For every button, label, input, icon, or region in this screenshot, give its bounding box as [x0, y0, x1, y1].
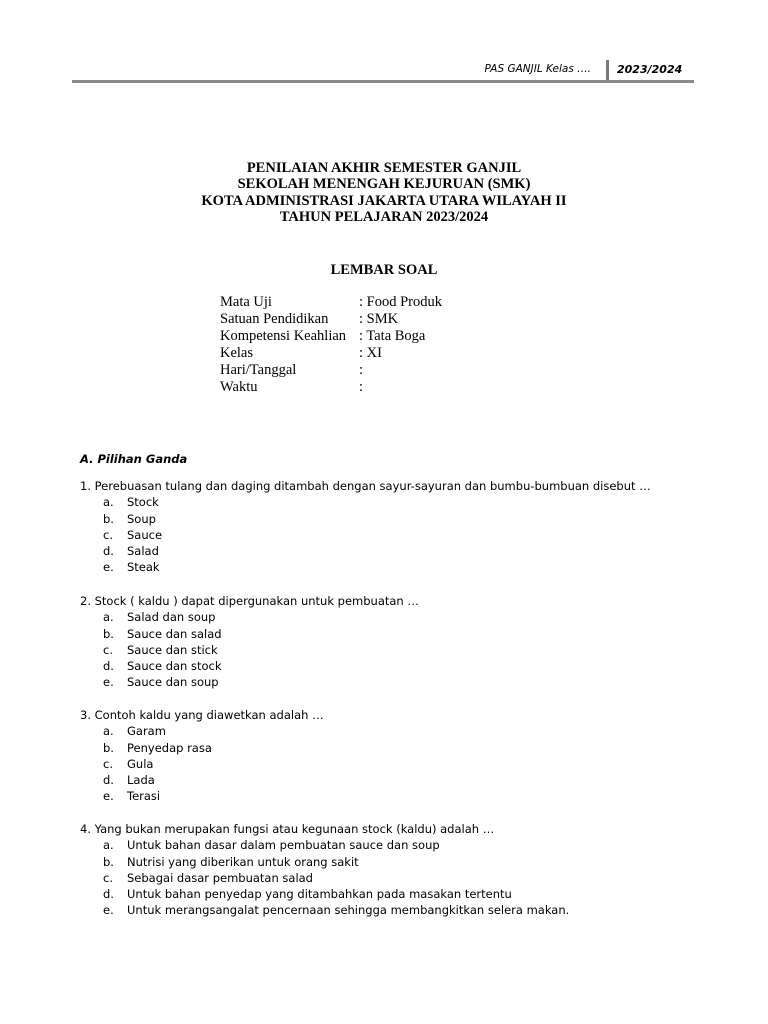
sheet-title: LEMBAR SOAL: [330, 262, 438, 278]
question-1: [80, 478, 651, 576]
option-list: [80, 609, 419, 690]
option-item: [80, 674, 419, 690]
option-letter: a.: [103, 495, 114, 510]
option-text: Gula: [127, 756, 154, 771]
option-letter: d.: [103, 544, 114, 559]
info-label: Hari/Tanggal: [220, 362, 297, 378]
option-item: [80, 609, 419, 625]
option-text: Untuk bahan penyedap yang ditambahkan pada masakan tertentu: [127, 887, 512, 902]
option-text: Untuk merangsangalat pencernaan sehingga membangkitkan selera makan.: [127, 903, 570, 918]
option-letter: a.: [103, 838, 114, 853]
option-list: [80, 723, 324, 804]
header-label: PAS GANJIL Kelas ….: [484, 63, 591, 75]
page-header: [72, 60, 694, 82]
option-letter: d.: [103, 887, 114, 902]
option-item: [80, 740, 324, 756]
option-letter: e.: [103, 560, 114, 575]
info-value: : Tata Boga: [359, 328, 426, 344]
info-value: :: [359, 362, 364, 378]
header-divider: [606, 60, 609, 80]
option-letter: c.: [103, 870, 113, 885]
info-label: Kelas: [220, 345, 254, 361]
option-item: [80, 788, 324, 804]
info-row: [220, 345, 442, 362]
option-list: [80, 837, 569, 918]
info-row: [220, 379, 442, 396]
question-text: 2. Stock ( kaldu ) dapat dipergunakan untuk pembuatan …: [80, 594, 419, 608]
info-value: : XI: [359, 345, 382, 361]
title-line: PENILAIAN AKHIR SEMESTER GANJIL: [246, 160, 522, 176]
option-item: [80, 527, 651, 543]
info-label: Mata Uji: [220, 294, 272, 310]
question-text: 4. Yang bukan merupakan fungsi atau kegunaan stock (kaldu) adalah …: [80, 822, 495, 836]
option-text: Nutrisi yang diberikan untuk orang sakit: [127, 854, 359, 869]
info-label: Waktu: [220, 379, 258, 395]
option-item: [80, 559, 651, 575]
option-letter: e.: [103, 903, 114, 918]
option-letter: d.: [103, 773, 114, 788]
option-text: Salad: [127, 544, 159, 559]
option-item: [80, 837, 569, 853]
option-item: [80, 511, 651, 527]
title-line: SEKOLAH MENENGAH KEJURUAN (SMK): [237, 176, 531, 193]
info-value: : Food Produk: [359, 294, 442, 310]
question-3: [80, 707, 324, 805]
option-item: [80, 642, 419, 658]
document-title: [0, 160, 768, 225]
question-4: [80, 821, 569, 919]
option-item: [80, 902, 569, 918]
exam-info: [220, 294, 442, 396]
option-item: [80, 658, 419, 674]
section-title: A. Pilihan Ganda: [80, 452, 188, 466]
option-text: Sauce dan stick: [127, 642, 218, 657]
option-text: Sauce dan soup: [127, 675, 219, 690]
header-rule: [72, 80, 694, 83]
option-item: [80, 886, 569, 902]
option-item: [80, 756, 324, 772]
option-letter: c.: [103, 642, 113, 657]
option-item: [80, 772, 324, 788]
option-list: [80, 494, 651, 575]
question-2: [80, 593, 419, 691]
option-text: Soup: [127, 511, 156, 526]
option-text: Terasi: [127, 789, 161, 804]
option-text: Stock: [127, 495, 159, 510]
info-row: [220, 311, 442, 328]
info-row: [220, 294, 442, 311]
info-label: Satuan Pendidikan: [220, 311, 329, 327]
title-line: KOTA ADMINISTRASI JAKARTA UTARA WILAYAH II: [201, 192, 567, 209]
option-letter: c.: [103, 527, 113, 542]
option-item: [80, 854, 569, 870]
question-text: 3. Contoh kaldu yang diawetkan adalah …: [80, 708, 324, 722]
info-label: Kompetensi Keahlian: [220, 328, 347, 344]
header-year: 2023/2024: [617, 63, 683, 76]
question-text: 1. Perebuasan tulang dan daging ditambah dengan sayur-sayuran dan bumbu-bumbuan disebut …: [80, 479, 651, 493]
option-letter: c.: [103, 756, 113, 771]
option-letter: e.: [103, 675, 114, 690]
option-text: Lada: [127, 773, 155, 788]
option-text: Garam: [127, 724, 166, 739]
info-value: :: [359, 379, 364, 395]
option-item: [80, 870, 569, 886]
info-row: [220, 362, 442, 379]
option-item: [80, 543, 651, 559]
option-letter: b.: [103, 740, 114, 755]
option-letter: a.: [103, 724, 114, 739]
option-item: [80, 626, 419, 642]
option-letter: e.: [103, 789, 114, 804]
option-text: Untuk bahan dasar dalam pembuatan sauce dan soup: [127, 838, 440, 853]
option-letter: b.: [103, 511, 114, 526]
option-text: Sebagai dasar pembuatan salad: [127, 870, 313, 885]
info-value: : SMK: [359, 311, 399, 327]
option-item: [80, 723, 324, 739]
option-text: Steak: [127, 560, 160, 575]
info-row: [220, 328, 442, 345]
option-text: Sauce dan stock: [127, 659, 222, 674]
option-letter: a.: [103, 610, 114, 625]
option-letter: b.: [103, 854, 114, 869]
option-item: [80, 494, 651, 510]
option-letter: b.: [103, 626, 114, 641]
option-text: Salad dan soup: [127, 610, 216, 625]
option-letter: d.: [103, 659, 114, 674]
option-text: Sauce: [127, 527, 163, 542]
title-line: TAHUN PELAJARAN 2023/2024: [279, 208, 489, 225]
option-text: Sauce dan salad: [127, 626, 222, 641]
option-text: Penyedap rasa: [127, 740, 212, 755]
